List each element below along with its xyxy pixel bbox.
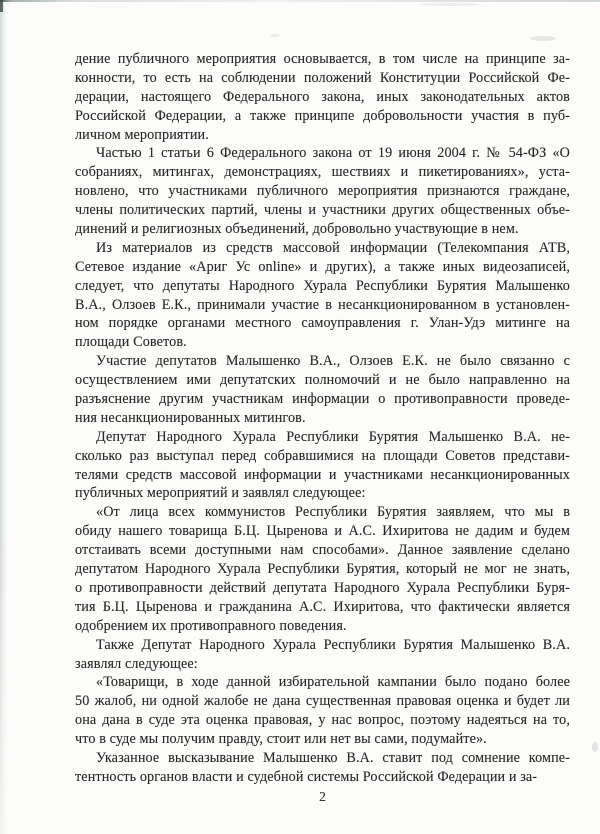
text-line: Российской Федерации, а также принципе добровольности участия в пуб-: [75, 107, 570, 124]
paragraph: [75, 428, 570, 504]
scan-edge-left-fade: [0, 534, 7, 834]
text-line: члены политических партий, члены и участники других общественных объе-: [75, 202, 570, 219]
text-line: Частью 1 статьи 6 Федерального закона от 19 июня 2004 г. № 54-ФЗ «О: [96, 145, 570, 162]
scan-speck: [270, 34, 280, 37]
text-line: Указанное высказывание Малышенко В.А. ставит под сомнение компе-: [96, 749, 570, 766]
paragraph: [75, 50, 570, 144]
text-line: Также Депутат Народного Хурала Республики Бурятия Малышенко В.А.: [96, 636, 570, 653]
document-text-block: [75, 50, 570, 807]
text-line: одобрением их противоправного поведения.: [75, 617, 347, 634]
text-line: тентность органов власти и судебной системы Российской Федерации и за-: [75, 768, 538, 785]
text-line: новлено, что участниками публичного мероприятия признаются граждане,: [75, 183, 570, 200]
scan-speck: [592, 742, 598, 752]
paragraphs-container: [75, 50, 570, 787]
text-line: Депутат Народного Хурала Республики Бурятия Малышенко В.А. не-: [96, 428, 570, 445]
text-line: Из материалов из средств массовой информации (Телекомпания АТВ,: [96, 239, 570, 256]
text-line: Сетевое издание «Ариг Ус online» и других), а также иных видеозаписей,: [75, 258, 570, 275]
text-line: «От лица всех коммунистов Республики Бурятия заявляем, что мы в: [96, 504, 570, 521]
text-line: отстаивать всеми доступными нам способами». Данное заявление сделано: [75, 542, 570, 559]
paragraph: [75, 503, 570, 635]
paragraph: [75, 144, 570, 238]
text-line: следует, что депутаты Народного Хурала Республики Бурятия Малышенко: [75, 277, 570, 294]
text-line: площади Советов.: [75, 334, 187, 351]
text-line: что в суде мы получим правду, стоит или нет вы сами, подумайте».: [75, 731, 487, 748]
text-line: В.А., Олзоев Е.К., принимали участие в несанкционированном в установлен-: [75, 296, 570, 313]
text-line: о противоправности действий депутата Народного Хурала Республики Буря-: [75, 579, 570, 596]
scan-edge-top: [0, 0, 600, 2]
text-line: личном мероприятии.: [75, 126, 209, 143]
text-line: разъяснение другим участникам информации о противоправности проведе-: [75, 391, 570, 408]
text-line: депутатом Народного Хурала Республики Бурятия, который не мог не знать,: [75, 561, 570, 578]
paragraph: [75, 636, 570, 674]
text-line: Участие депутатов Малышенко В.А., Олзоев Е.К. не было связанно с: [96, 353, 570, 370]
text-line: ния несанкционированных митингов.: [75, 409, 306, 426]
text-line: сколько раз выступал перед собравшимися на площади Советов представи-: [75, 447, 570, 464]
text-line: она дана в суде эта оценка правовая, у нас вопрос, поэтому надеяться на то,: [75, 712, 570, 729]
text-line: тия Б.Ц. Цыренова и гражданина А.С. Ихиритова, что фактически является: [75, 598, 570, 615]
page-number: 2: [319, 788, 326, 804]
text-line: конности, то есть на соблюдении положений Конституции Российской Фе-: [75, 69, 570, 86]
text-line: 50 жалоб, ни одной жалобе не дана существенная правовая оценка и будет ли: [75, 693, 570, 710]
scan-speck: [420, 3, 480, 6]
text-line: дение публичного мероприятия основывается, в том числе на принципе за-: [75, 51, 570, 67]
text-line: ном порядке органами местного самоуправления г. Улан-Удэ митинге на: [75, 315, 570, 332]
paragraph: [75, 352, 570, 428]
text-line: обиду нашего товарища Б.Ц. Цыренова и А.С. Ихиритова не дадим и будем: [75, 523, 570, 540]
scan-speck: [530, 36, 556, 41]
text-line: дерации, настоящего Федерального закона, иных законодательных актов: [75, 88, 570, 105]
paragraph: [75, 749, 570, 787]
text-line: заявлял следующее:: [75, 655, 198, 672]
paragraph: [75, 673, 570, 749]
text-line: публичных мероприятий и заявлял следующее:: [75, 485, 366, 502]
text-line: телями средств массовой информации и участниками несанкционированных: [75, 466, 570, 483]
text-line: собраниях, митингах, демонстрациях, шествиях и пикетированиях», уста-: [75, 164, 570, 181]
text-line: динений и религиозных объединений, добровольно участвующие в нем.: [75, 221, 519, 238]
text-line: осуществлением ими депутатских полномочий и не было направленно на: [75, 372, 570, 389]
paragraph: [75, 239, 570, 352]
text-line: «Товарищи, в ходе данной избирательной кампании было подано более: [96, 674, 570, 691]
scan-corner-mark: [0, 0, 3, 12]
